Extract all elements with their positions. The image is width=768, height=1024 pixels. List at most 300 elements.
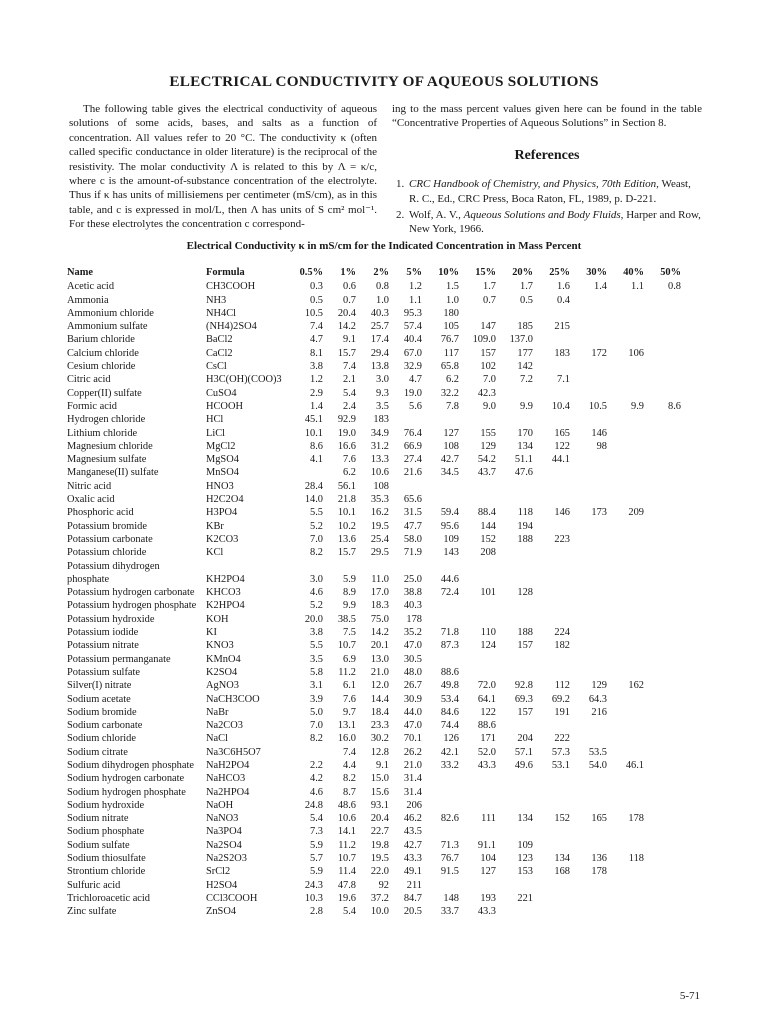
conductivity-value: 46.1 bbox=[625, 759, 644, 771]
conductivity-value: 171 bbox=[480, 733, 496, 745]
conductivity-value: 146 bbox=[554, 507, 570, 519]
conductivity-value bbox=[533, 825, 570, 838]
conductivity-value: 127 bbox=[480, 866, 496, 878]
conductivity-value: 13.0 bbox=[370, 653, 389, 665]
conductivity-value bbox=[496, 653, 533, 666]
conductivity-value bbox=[570, 294, 607, 307]
conductivity-value: 25.0 bbox=[403, 573, 422, 585]
compound-name: Potassium bromide bbox=[67, 520, 147, 532]
conductivity-value: 38.8 bbox=[403, 587, 422, 599]
table-row bbox=[67, 732, 681, 745]
conductivity-value bbox=[422, 799, 459, 812]
reference-title: Aqueous Solutions and Body Fluids, bbox=[463, 209, 624, 222]
conductivity-value: 31.5 bbox=[403, 507, 422, 519]
conductivity-value: 5.8 bbox=[310, 666, 323, 678]
conductivity-value: 211 bbox=[406, 879, 422, 891]
conductivity-value: 7.1 bbox=[557, 374, 570, 386]
conductivity-value: 5.7 bbox=[310, 853, 323, 865]
conductivity-value: 111 bbox=[481, 813, 496, 825]
conductivity-value: 10.6 bbox=[337, 813, 356, 825]
conductivity-value: 134 bbox=[517, 813, 533, 825]
conductivity-value: 10.5 bbox=[588, 400, 607, 412]
compound-name: Sulfuric acid bbox=[67, 879, 121, 891]
conductivity-value: 152 bbox=[480, 533, 496, 545]
compound-formula: SrCl2 bbox=[206, 866, 231, 878]
conductivity-value: 8.6 bbox=[668, 400, 681, 412]
conductivity-value: 59.4 bbox=[440, 507, 459, 519]
conductivity-value: 45.1 bbox=[304, 414, 323, 426]
conductivity-value bbox=[533, 333, 570, 346]
conductivity-value bbox=[644, 480, 681, 493]
conductivity-value: 10.5 bbox=[304, 307, 323, 319]
conductivity-value bbox=[607, 799, 644, 812]
conductivity-value: 49.6 bbox=[514, 759, 533, 771]
conductivity-value: 1.0 bbox=[376, 294, 389, 306]
conductivity-value bbox=[570, 772, 607, 785]
table-row bbox=[67, 387, 681, 400]
conductivity-value bbox=[533, 666, 570, 679]
table-row bbox=[67, 825, 681, 838]
conductivity-value: 183 bbox=[373, 414, 389, 426]
conductivity-value: 13.3 bbox=[370, 454, 389, 466]
conductivity-value bbox=[644, 719, 681, 732]
conductivity-value: 14.1 bbox=[337, 826, 356, 838]
conductivity-value bbox=[644, 413, 681, 426]
compound-formula: KCl bbox=[206, 547, 224, 559]
table-caption: Electrical Conductivity κ in mS/cm for the Indicated Concentration in Mass Percent bbox=[186, 240, 582, 252]
conductivity-value: 4.1 bbox=[310, 454, 323, 466]
compound-name: Lithium chloride bbox=[67, 427, 138, 439]
table-row bbox=[67, 294, 681, 307]
conductivity-value bbox=[607, 732, 644, 745]
conductivity-value bbox=[607, 666, 644, 679]
conductivity-value bbox=[496, 599, 533, 612]
conductivity-value bbox=[644, 520, 681, 533]
conductivity-value: 223 bbox=[554, 533, 570, 545]
conductivity-value: 37.2 bbox=[370, 892, 389, 904]
conductivity-value: 224 bbox=[554, 627, 570, 639]
conductivity-value: 70.1 bbox=[403, 733, 422, 745]
compound-formula: Na2S2O3 bbox=[206, 853, 247, 865]
conductivity-value: 53.4 bbox=[440, 693, 459, 705]
conductivity-value: 216 bbox=[591, 706, 607, 718]
conductivity-value: 20.0 bbox=[304, 613, 323, 625]
conductivity-value: 35.3 bbox=[370, 494, 389, 506]
compound-formula: CsCl bbox=[206, 361, 227, 373]
conductivity-value: 5.0 bbox=[310, 706, 323, 718]
conductivity-value bbox=[459, 599, 496, 612]
conductivity-value: 134 bbox=[554, 853, 570, 865]
table-row bbox=[67, 520, 681, 533]
conductivity-value bbox=[644, 360, 681, 373]
conductivity-value: 134 bbox=[517, 440, 533, 452]
conductivity-value bbox=[607, 307, 644, 320]
conductivity-value: 9.3 bbox=[376, 387, 389, 399]
conductivity-value: 64.3 bbox=[588, 693, 607, 705]
compound-name: Potassium chloride bbox=[67, 547, 147, 559]
conductivity-value: 84.6 bbox=[440, 706, 459, 718]
conductivity-value bbox=[607, 440, 644, 453]
conductivity-value bbox=[607, 360, 644, 373]
table-row bbox=[67, 453, 681, 466]
table-row bbox=[67, 413, 681, 426]
conductivity-value: 1.5 bbox=[446, 281, 459, 293]
conductivity-value: 124 bbox=[480, 640, 496, 652]
conductivity-value: 129 bbox=[480, 440, 496, 452]
compound-name: Sodium chloride bbox=[67, 733, 136, 745]
conductivity-value: 4.6 bbox=[310, 786, 323, 798]
conductivity-value: 92.9 bbox=[337, 414, 356, 426]
conductivity-value bbox=[570, 732, 607, 745]
conductivity-value bbox=[533, 360, 570, 373]
compound-formula: CCl3COOH bbox=[206, 892, 258, 904]
compound-formula bbox=[206, 560, 290, 573]
conductivity-value bbox=[644, 347, 681, 360]
conductivity-value: 84.7 bbox=[403, 892, 422, 904]
conductivity-value: 2.4 bbox=[343, 400, 356, 412]
conductivity-value: 5.2 bbox=[310, 600, 323, 612]
conductivity-value bbox=[570, 307, 607, 320]
conductivity-value: 7.0 bbox=[310, 720, 323, 732]
conductivity-value: 44.0 bbox=[403, 706, 422, 718]
conductivity-value: 16.6 bbox=[337, 440, 356, 452]
conductivity-value: 54.0 bbox=[588, 759, 607, 771]
conductivity-value: 29.5 bbox=[370, 547, 389, 559]
table-row bbox=[67, 613, 681, 626]
conductivity-value: 54.2 bbox=[477, 454, 496, 466]
conductivity-value: 142 bbox=[517, 361, 533, 373]
intro-paragraph-continued: ing to the mass percent values given here can be found in the table “Concentrative Properties of Aqueous Solutions” in Section 8. bbox=[392, 103, 702, 130]
conductivity-value bbox=[422, 413, 459, 426]
conductivity-value: 49.1 bbox=[403, 866, 422, 878]
conductivity-value: 5.4 bbox=[310, 813, 323, 825]
conductivity-value bbox=[459, 560, 496, 573]
conductivity-value: 34.5 bbox=[440, 467, 459, 479]
conductivity-value bbox=[570, 905, 607, 918]
conductivity-value: 65.6 bbox=[403, 494, 422, 506]
reference-number: 2. bbox=[396, 209, 405, 222]
column-header: 2% bbox=[373, 267, 389, 278]
conductivity-value: 10.7 bbox=[337, 640, 356, 652]
compound-name: phosphate bbox=[67, 573, 110, 585]
conductivity-value bbox=[607, 613, 644, 626]
column-header: 30% bbox=[586, 267, 607, 278]
compound-formula: LiCl bbox=[206, 427, 226, 439]
conductivity-value: 69.3 bbox=[514, 693, 533, 705]
conductivity-value: 57.4 bbox=[403, 321, 422, 333]
table-row bbox=[67, 666, 681, 679]
conductivity-value bbox=[459, 666, 496, 679]
conductivity-value: 43.3 bbox=[477, 906, 496, 918]
conductivity-value: 8.2 bbox=[343, 773, 356, 785]
table-header-row bbox=[67, 266, 681, 280]
conductivity-value: 127 bbox=[443, 427, 459, 439]
compound-name: Copper(II) sulfate bbox=[67, 387, 142, 399]
table-row bbox=[67, 759, 681, 772]
compound-formula: HCOOH bbox=[206, 400, 243, 412]
conductivity-value bbox=[422, 493, 459, 506]
intro-left-column bbox=[69, 102, 377, 232]
conductivity-value: 183 bbox=[554, 347, 570, 359]
conductivity-value bbox=[644, 812, 681, 825]
compound-name: Potassium carbonate bbox=[67, 533, 153, 545]
conductivity-value bbox=[570, 560, 607, 573]
conductivity-value bbox=[644, 333, 681, 346]
conductivity-value: 33.2 bbox=[440, 759, 459, 771]
conductivity-value: 9.9 bbox=[520, 400, 533, 412]
conductivity-value: 19.8 bbox=[370, 839, 389, 851]
conductivity-value: 173 bbox=[591, 507, 607, 519]
conductivity-value bbox=[422, 599, 459, 612]
conductivity-value: 95.3 bbox=[403, 307, 422, 319]
conductivity-value: 25.4 bbox=[370, 533, 389, 545]
page-title: ELECTRICAL CONDUCTIVITY OF AQUEOUS SOLUTIONS bbox=[169, 73, 599, 90]
conductivity-value: 177 bbox=[517, 347, 533, 359]
conductivity-value bbox=[496, 546, 533, 559]
table-row bbox=[67, 852, 681, 865]
conductivity-value: 108 bbox=[443, 440, 459, 452]
table-row bbox=[67, 427, 681, 440]
conductivity-value: 2.9 bbox=[310, 387, 323, 399]
conductivity-value: 188 bbox=[517, 533, 533, 545]
conductivity-value: 66.9 bbox=[403, 440, 422, 452]
compound-formula: CH3COOH bbox=[206, 281, 256, 293]
conductivity-value: 20.4 bbox=[370, 813, 389, 825]
conductivity-value: 76.4 bbox=[403, 427, 422, 439]
conductivity-value bbox=[607, 586, 644, 599]
conductivity-value: 9.1 bbox=[343, 334, 356, 346]
conductivity-value bbox=[570, 533, 607, 546]
conductivity-value bbox=[607, 480, 644, 493]
conductivity-value: 6.2 bbox=[343, 467, 356, 479]
reference-details: Harper and Row, New York, 1966. bbox=[409, 209, 701, 236]
conductivity-value bbox=[644, 546, 681, 559]
conductivity-value: 15.7 bbox=[337, 347, 356, 359]
conductivity-value: 178 bbox=[628, 813, 644, 825]
conductivity-value: 35.2 bbox=[403, 627, 422, 639]
conductivity-value bbox=[356, 560, 389, 573]
conductivity-value: 222 bbox=[554, 733, 570, 745]
conductivity-value: 137.0 bbox=[509, 334, 533, 346]
compound-name: Sodium bromide bbox=[67, 706, 137, 718]
table-row bbox=[67, 560, 681, 573]
conductivity-value: 92.8 bbox=[514, 680, 533, 692]
conductivity-value bbox=[496, 786, 533, 799]
conductivity-value: 18.4 bbox=[370, 706, 389, 718]
conductivity-value bbox=[644, 786, 681, 799]
conductivity-value bbox=[644, 892, 681, 905]
table-row bbox=[67, 573, 681, 586]
conductivity-value: 7.3 bbox=[310, 826, 323, 838]
conductivity-value bbox=[644, 639, 681, 652]
conductivity-value bbox=[459, 786, 496, 799]
conductivity-value bbox=[570, 892, 607, 905]
conductivity-value: 98 bbox=[596, 440, 607, 452]
conductivity-value: 3.0 bbox=[310, 573, 323, 585]
compound-formula: ZnSO4 bbox=[206, 906, 237, 918]
conductivity-value bbox=[644, 693, 681, 706]
conductivity-value bbox=[570, 626, 607, 639]
conductivity-value: 53.5 bbox=[588, 746, 607, 758]
conductivity-value: 6.9 bbox=[343, 653, 356, 665]
conductivity-value: 122 bbox=[480, 706, 496, 718]
table-row bbox=[67, 599, 681, 612]
conductivity-value bbox=[607, 746, 644, 759]
conductivity-value: 21.8 bbox=[337, 494, 356, 506]
conductivity-value: 102 bbox=[480, 361, 496, 373]
conductivity-value bbox=[644, 732, 681, 745]
conductivity-value: 7.5 bbox=[343, 627, 356, 639]
conductivity-value: 88.6 bbox=[440, 666, 459, 678]
compound-formula: NaCl bbox=[206, 733, 228, 745]
compound-name: Potassium sulfate bbox=[67, 666, 141, 678]
conductivity-value: 40.4 bbox=[403, 334, 422, 346]
reference-title: CRC Handbook of Chemistry, and Physics, 70th Edition, bbox=[409, 178, 659, 191]
conductivity-value: 5.9 bbox=[310, 866, 323, 878]
conductivity-value bbox=[644, 865, 681, 878]
compound-name: Phosphoric acid bbox=[67, 507, 134, 519]
conductivity-value bbox=[496, 666, 533, 679]
compound-formula: H3PO4 bbox=[206, 507, 238, 519]
conductivity-value: 11.4 bbox=[338, 866, 356, 878]
conductivity-value: 6.1 bbox=[343, 680, 356, 692]
conductivity-value: 6.2 bbox=[446, 374, 459, 386]
conductivity-value: 25.7 bbox=[370, 321, 389, 333]
compound-name: Sodium hydrogen phosphate bbox=[67, 786, 186, 798]
conductivity-value: 128 bbox=[517, 587, 533, 599]
conductivity-value: 31.4 bbox=[403, 786, 422, 798]
conductivity-value: 65.8 bbox=[440, 361, 459, 373]
conductivity-value: 188 bbox=[517, 627, 533, 639]
conductivity-value: 30.5 bbox=[403, 653, 422, 665]
conductivity-value bbox=[607, 333, 644, 346]
compound-formula: Na2SO4 bbox=[206, 839, 242, 851]
conductivity-value: 8.7 bbox=[343, 786, 356, 798]
conductivity-value bbox=[422, 772, 459, 785]
conductivity-value bbox=[323, 560, 356, 573]
conductivity-value: 1.4 bbox=[594, 281, 607, 293]
conductivity-value bbox=[389, 480, 422, 493]
conductivity-value: 71.9 bbox=[403, 547, 422, 559]
conductivity-value: 72.0 bbox=[477, 680, 496, 692]
conductivity-value: 146 bbox=[591, 427, 607, 439]
compound-name: Nitric acid bbox=[67, 480, 112, 492]
table-row bbox=[67, 373, 681, 386]
reference-author: Wolf, A. V., bbox=[409, 209, 464, 222]
conductivity-value bbox=[496, 493, 533, 506]
conductivity-value: 19.6 bbox=[337, 892, 356, 904]
conductivity-value: 4.7 bbox=[409, 374, 422, 386]
conductivity-value: 7.6 bbox=[343, 693, 356, 705]
conductivity-value bbox=[422, 653, 459, 666]
conductivity-value bbox=[607, 825, 644, 838]
table-row bbox=[67, 320, 681, 333]
compound-formula: CaCl2 bbox=[206, 347, 233, 359]
conductivity-value bbox=[570, 373, 607, 386]
conductivity-value bbox=[496, 387, 533, 400]
conductivity-value: 71.8 bbox=[440, 627, 459, 639]
conductivity-value: 8.6 bbox=[310, 440, 323, 452]
conductivity-value bbox=[496, 719, 533, 732]
conductivity-value bbox=[496, 799, 533, 812]
conductivity-value: 82.6 bbox=[440, 813, 459, 825]
conductivity-value: 14.2 bbox=[370, 627, 389, 639]
compound-formula: KHCO3 bbox=[206, 587, 241, 599]
conductivity-value: 8.1 bbox=[310, 347, 323, 359]
compound-name: Potassium iodide bbox=[67, 627, 139, 639]
conductivity-value: 34.9 bbox=[370, 427, 389, 439]
compound-formula: HCl bbox=[206, 414, 224, 426]
conductivity-value: 2.2 bbox=[310, 759, 323, 771]
conductivity-value bbox=[644, 772, 681, 785]
conductivity-value bbox=[607, 427, 644, 440]
conductivity-value: 7.8 bbox=[446, 400, 459, 412]
conductivity-value: 2.8 bbox=[310, 906, 323, 918]
conductivity-value: 2.1 bbox=[343, 374, 356, 386]
conductivity-value: 112 bbox=[554, 680, 570, 692]
compound-name: Potassium permanganate bbox=[67, 653, 171, 665]
compound-formula: Na3C6H5O7 bbox=[206, 746, 261, 758]
table-row bbox=[67, 653, 681, 666]
references-heading: References bbox=[514, 147, 580, 163]
compound-formula: NaOH bbox=[206, 799, 234, 811]
column-header: 0.5% bbox=[299, 267, 323, 278]
conductivity-value: 109 bbox=[517, 839, 533, 851]
conductivity-value: 16.2 bbox=[370, 507, 389, 519]
conductivity-value: 110 bbox=[480, 627, 496, 639]
conductivity-value: 7.4 bbox=[343, 746, 356, 758]
conductivity-value bbox=[533, 879, 570, 892]
conductivity-value bbox=[496, 480, 533, 493]
conductivity-value bbox=[570, 786, 607, 799]
conductivity-value bbox=[644, 839, 681, 852]
conductivity-value bbox=[496, 825, 533, 838]
table-row bbox=[67, 480, 681, 493]
conductivity-value bbox=[607, 905, 644, 918]
conductivity-value: 129 bbox=[591, 680, 607, 692]
conductivity-value bbox=[459, 493, 496, 506]
conductivity-value: 10.2 bbox=[337, 520, 356, 532]
compound-name: Citric acid bbox=[67, 374, 111, 386]
conductivity-value: 1.7 bbox=[483, 281, 496, 293]
conductivity-value bbox=[607, 626, 644, 639]
conductivity-value bbox=[644, 799, 681, 812]
conductivity-value: 28.4 bbox=[304, 480, 323, 492]
column-header: 5% bbox=[406, 267, 422, 278]
conductivity-value: 157 bbox=[517, 640, 533, 652]
conductivity-value: 5.5 bbox=[310, 640, 323, 652]
conductivity-value bbox=[570, 453, 607, 466]
conductivity-value: 13.1 bbox=[337, 720, 356, 732]
conductivity-value: 21.0 bbox=[403, 759, 422, 771]
conductivity-value: 208 bbox=[480, 547, 496, 559]
conductivity-value: 3.9 bbox=[310, 693, 323, 705]
conductivity-value: 31.2 bbox=[370, 440, 389, 452]
compound-formula: AgNO3 bbox=[206, 680, 239, 692]
table-row bbox=[67, 772, 681, 785]
column-header: Name bbox=[67, 267, 93, 278]
table-row bbox=[67, 706, 681, 719]
conductivity-value bbox=[533, 599, 570, 612]
conductivity-value: 165 bbox=[591, 813, 607, 825]
table-row bbox=[67, 839, 681, 852]
conductivity-value: 10.7 bbox=[337, 853, 356, 865]
conductivity-value: 5.6 bbox=[409, 400, 422, 412]
table-body bbox=[67, 280, 681, 918]
compound-formula: Na2CO3 bbox=[206, 720, 243, 732]
conductivity-value: 76.7 bbox=[440, 334, 459, 346]
conductivity-value: 147 bbox=[480, 321, 496, 333]
